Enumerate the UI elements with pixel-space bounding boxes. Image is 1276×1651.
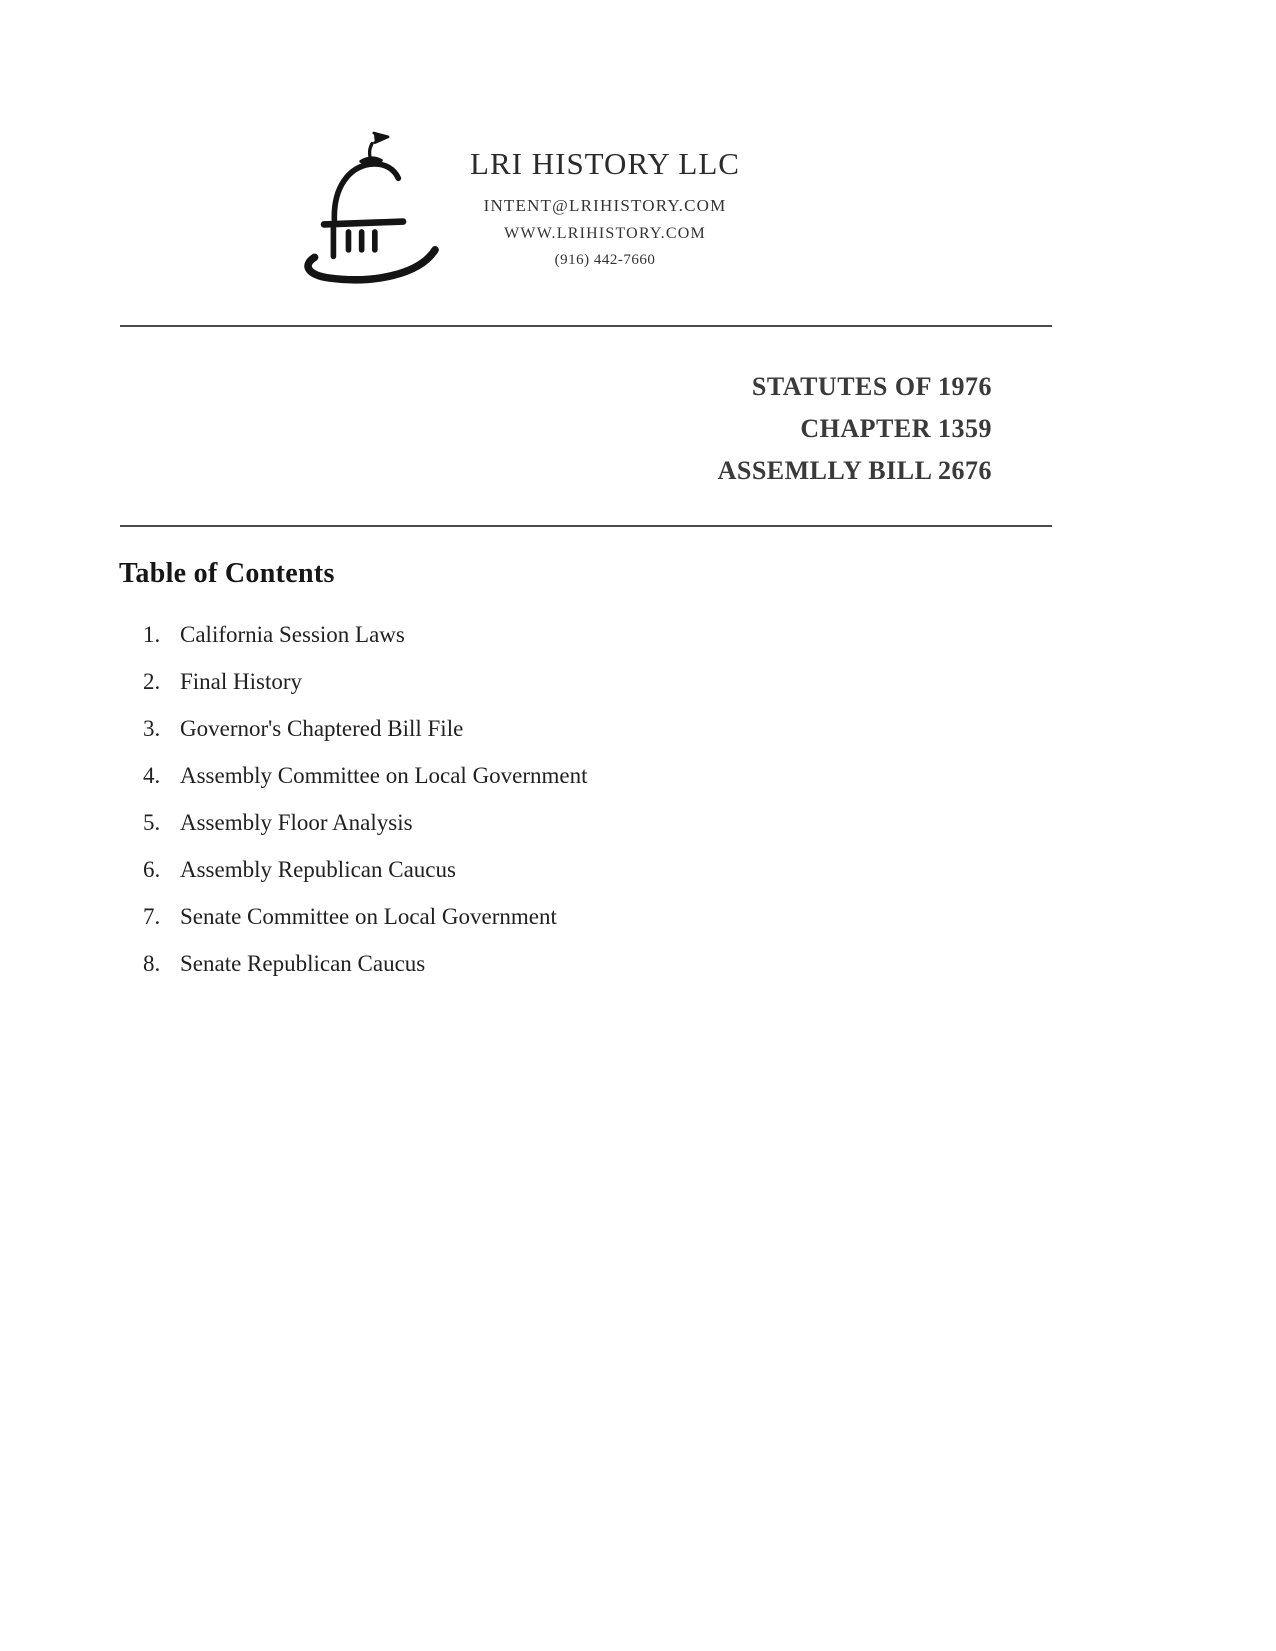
toc-item [143,857,1043,904]
toc-item-number: 7. [143,904,161,929]
toc-item-label: Assembly Floor Analysis [180,810,413,835]
toc-item [143,951,1043,998]
statutes-line: STATUTES OF 1976 [751,372,992,401]
toc-item-label: Assembly Committee on Local Government [180,763,588,788]
toc-item-label: Senate Committee on Local Government [180,904,557,929]
toc-item [143,904,1043,951]
toc-item [143,810,1043,857]
toc-item-number: 1. [143,622,161,647]
toc-item [143,622,1043,669]
toc-item-label: Final History [180,669,303,694]
toc-item-label: Assembly Republican Caucus [180,857,456,882]
toc-heading: Table of Contents [119,558,335,589]
toc-item-number: 6. [143,857,161,882]
toc-item [143,716,1043,763]
divider-top [120,325,1052,327]
chapter-line: CHAPTER 1359 [800,414,992,443]
toc-item-number: 2. [143,669,161,694]
toc-item-number: 4. [143,763,161,788]
toc-item [143,763,1043,810]
assembly-bill-line: ASSEMLLY BILL 2676 [717,456,992,485]
toc-item-label: Senate Republican Caucus [180,951,426,976]
company-name: LRI HISTORY LLC [470,146,740,181]
toc-item-label: Governor's Chaptered Bill File [180,716,464,741]
statutes-title-block [120,366,992,492]
company-website: WWW.LRIHISTORY.COM [504,225,706,242]
company-phone: (916) 442-7660 [554,252,656,268]
toc-item [143,669,1043,716]
divider-bottom [120,525,1052,527]
toc-item-number: 8. [143,951,161,976]
toc-item-number: 3. [143,716,161,741]
toc-list [143,622,1043,998]
letterhead [420,146,790,269]
toc-item-number: 5. [143,810,161,835]
company-email: INTENT@LRIHISTORY.COM [483,196,727,215]
toc-item-label: California Session Laws [180,622,405,647]
